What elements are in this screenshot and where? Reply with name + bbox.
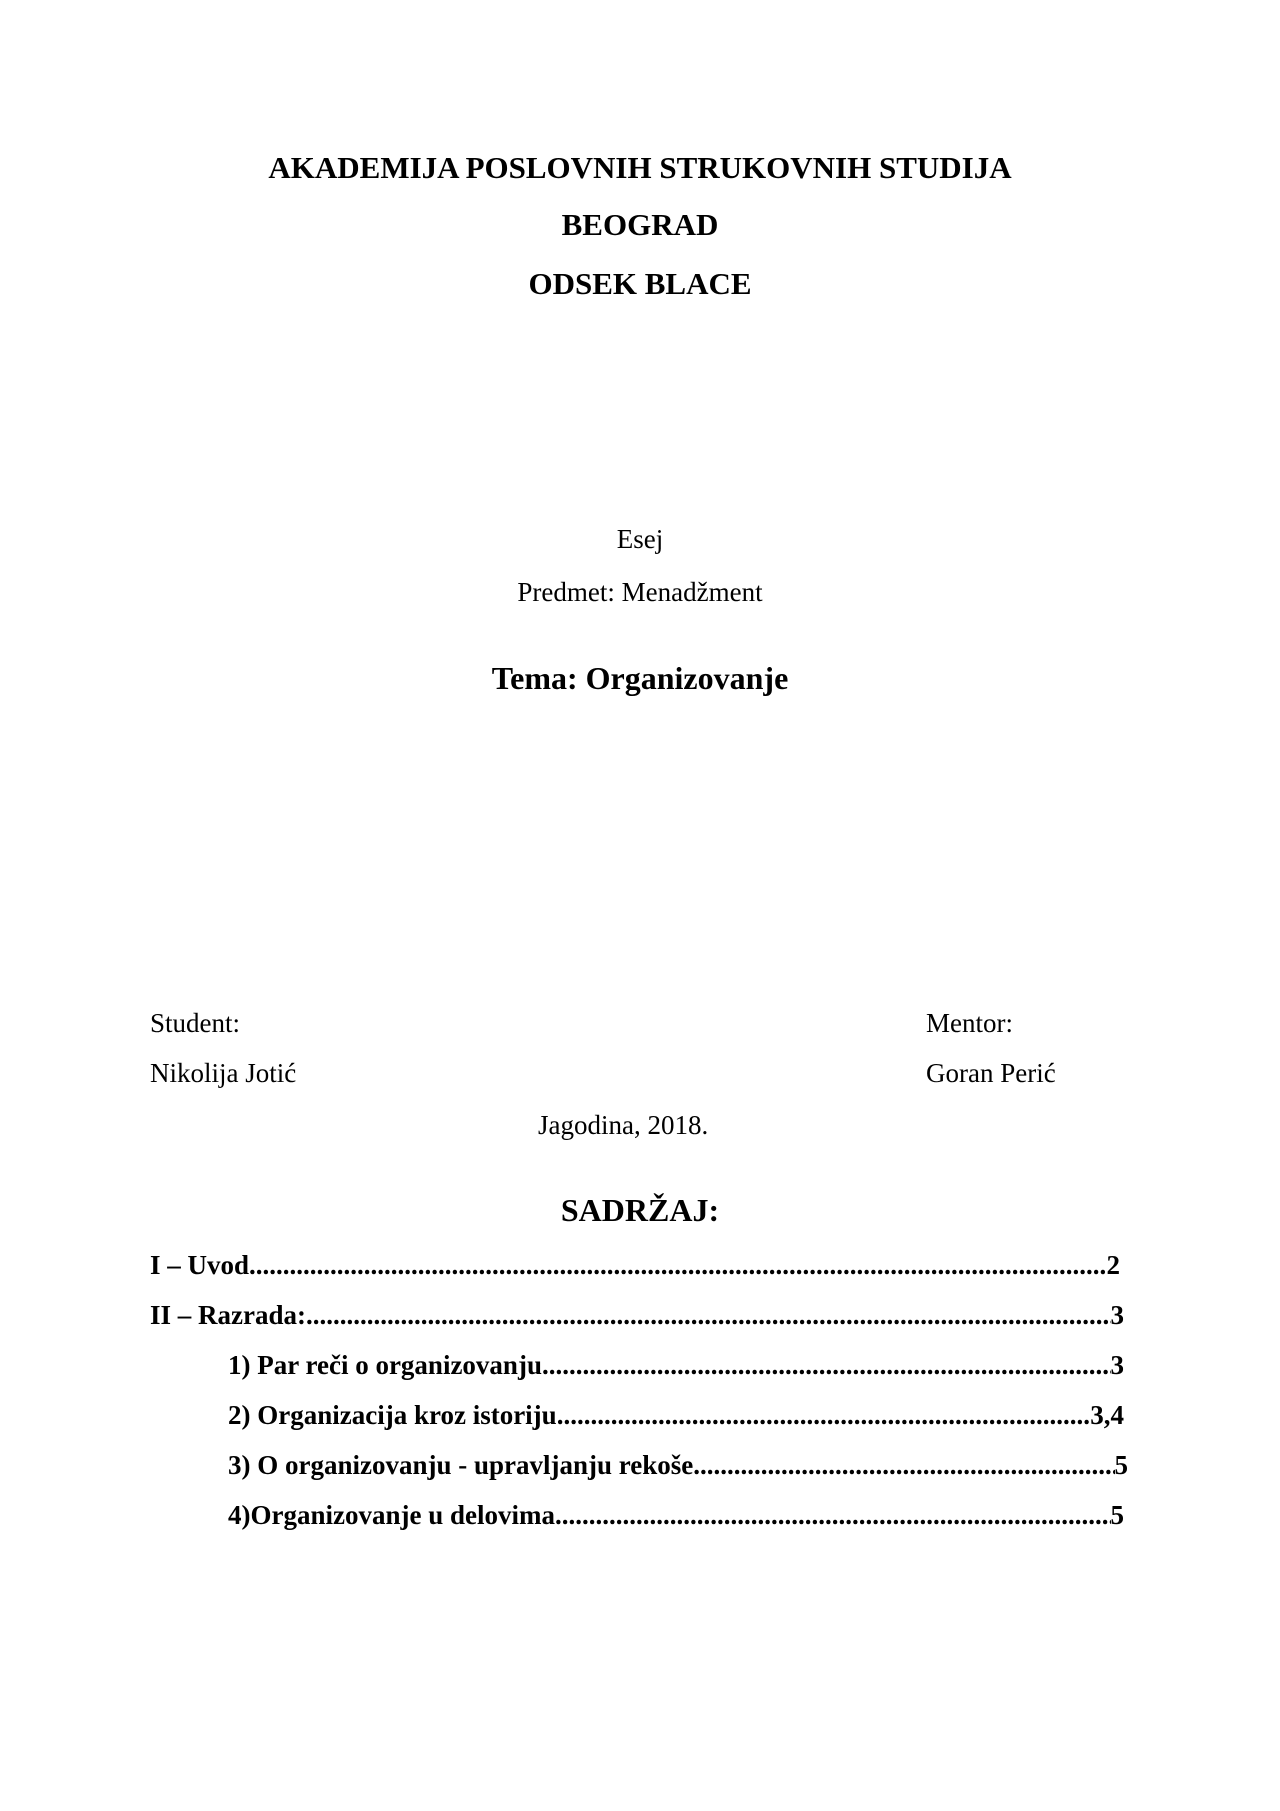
institution-department: ODSEK BLACE xyxy=(528,266,752,301)
toc-leader-dots xyxy=(693,1450,1114,1481)
toc-entry-label: II – Razrada: xyxy=(150,1300,306,1330)
toc-entry-page: 3 xyxy=(1110,1350,1124,1380)
toc-leader-dots xyxy=(249,1250,1106,1281)
toc-entry-label: I – Uvod xyxy=(150,1250,250,1280)
toc-title: SADRŽAJ: xyxy=(560,1192,720,1228)
toc-entry-page: 5 xyxy=(1110,1500,1124,1530)
toc-entry-page: 2 xyxy=(1106,1250,1120,1280)
student-label: Student: xyxy=(150,1008,241,1038)
institution-name: AKADEMIJA POSLOVNIH STRUKOVNIH STUDIJA xyxy=(268,150,1012,185)
toc-leader-dots xyxy=(557,1400,1091,1431)
toc-entry-page: 3 xyxy=(1110,1300,1124,1330)
toc-leader-dots xyxy=(542,1350,1111,1381)
toc-entry-sub-2 xyxy=(228,1400,1124,1431)
toc-leader-dots xyxy=(306,1300,1111,1331)
document-type: Esej xyxy=(616,524,664,554)
toc-entry-uvod xyxy=(150,1250,1120,1281)
toc-entry-label: 4)Organizovanje u delovima xyxy=(228,1500,555,1530)
student-name: Nikolija Jotić xyxy=(150,1058,297,1088)
subject-line: Predmet: Menadžment xyxy=(517,577,763,607)
toc-entry-page: 3,4 xyxy=(1090,1400,1124,1430)
place-date: Jagodina, 2018. xyxy=(538,1110,709,1140)
institution-city: BEOGRAD xyxy=(561,207,719,242)
toc-entry-sub-1 xyxy=(228,1350,1124,1381)
mentor-name: Goran Perić xyxy=(926,1058,1056,1088)
toc-leader-dots xyxy=(555,1500,1111,1531)
toc-entry-label: 3) O organizovanju - upravljanju rekoše xyxy=(228,1450,694,1480)
toc-entry-razrada xyxy=(150,1300,1124,1331)
toc-entry-label: 1) Par reči o organizovanju xyxy=(228,1350,542,1380)
toc-entry-page: 5 xyxy=(1114,1450,1128,1480)
mentor-label: Mentor: xyxy=(926,1008,1013,1038)
topic-title: Tema: Organizovanje xyxy=(491,660,789,696)
toc-entry-sub-4 xyxy=(228,1500,1124,1531)
toc-entry-sub-3 xyxy=(228,1450,1128,1481)
toc-entry-label: 2) Organizacija kroz istoriju xyxy=(228,1400,557,1430)
